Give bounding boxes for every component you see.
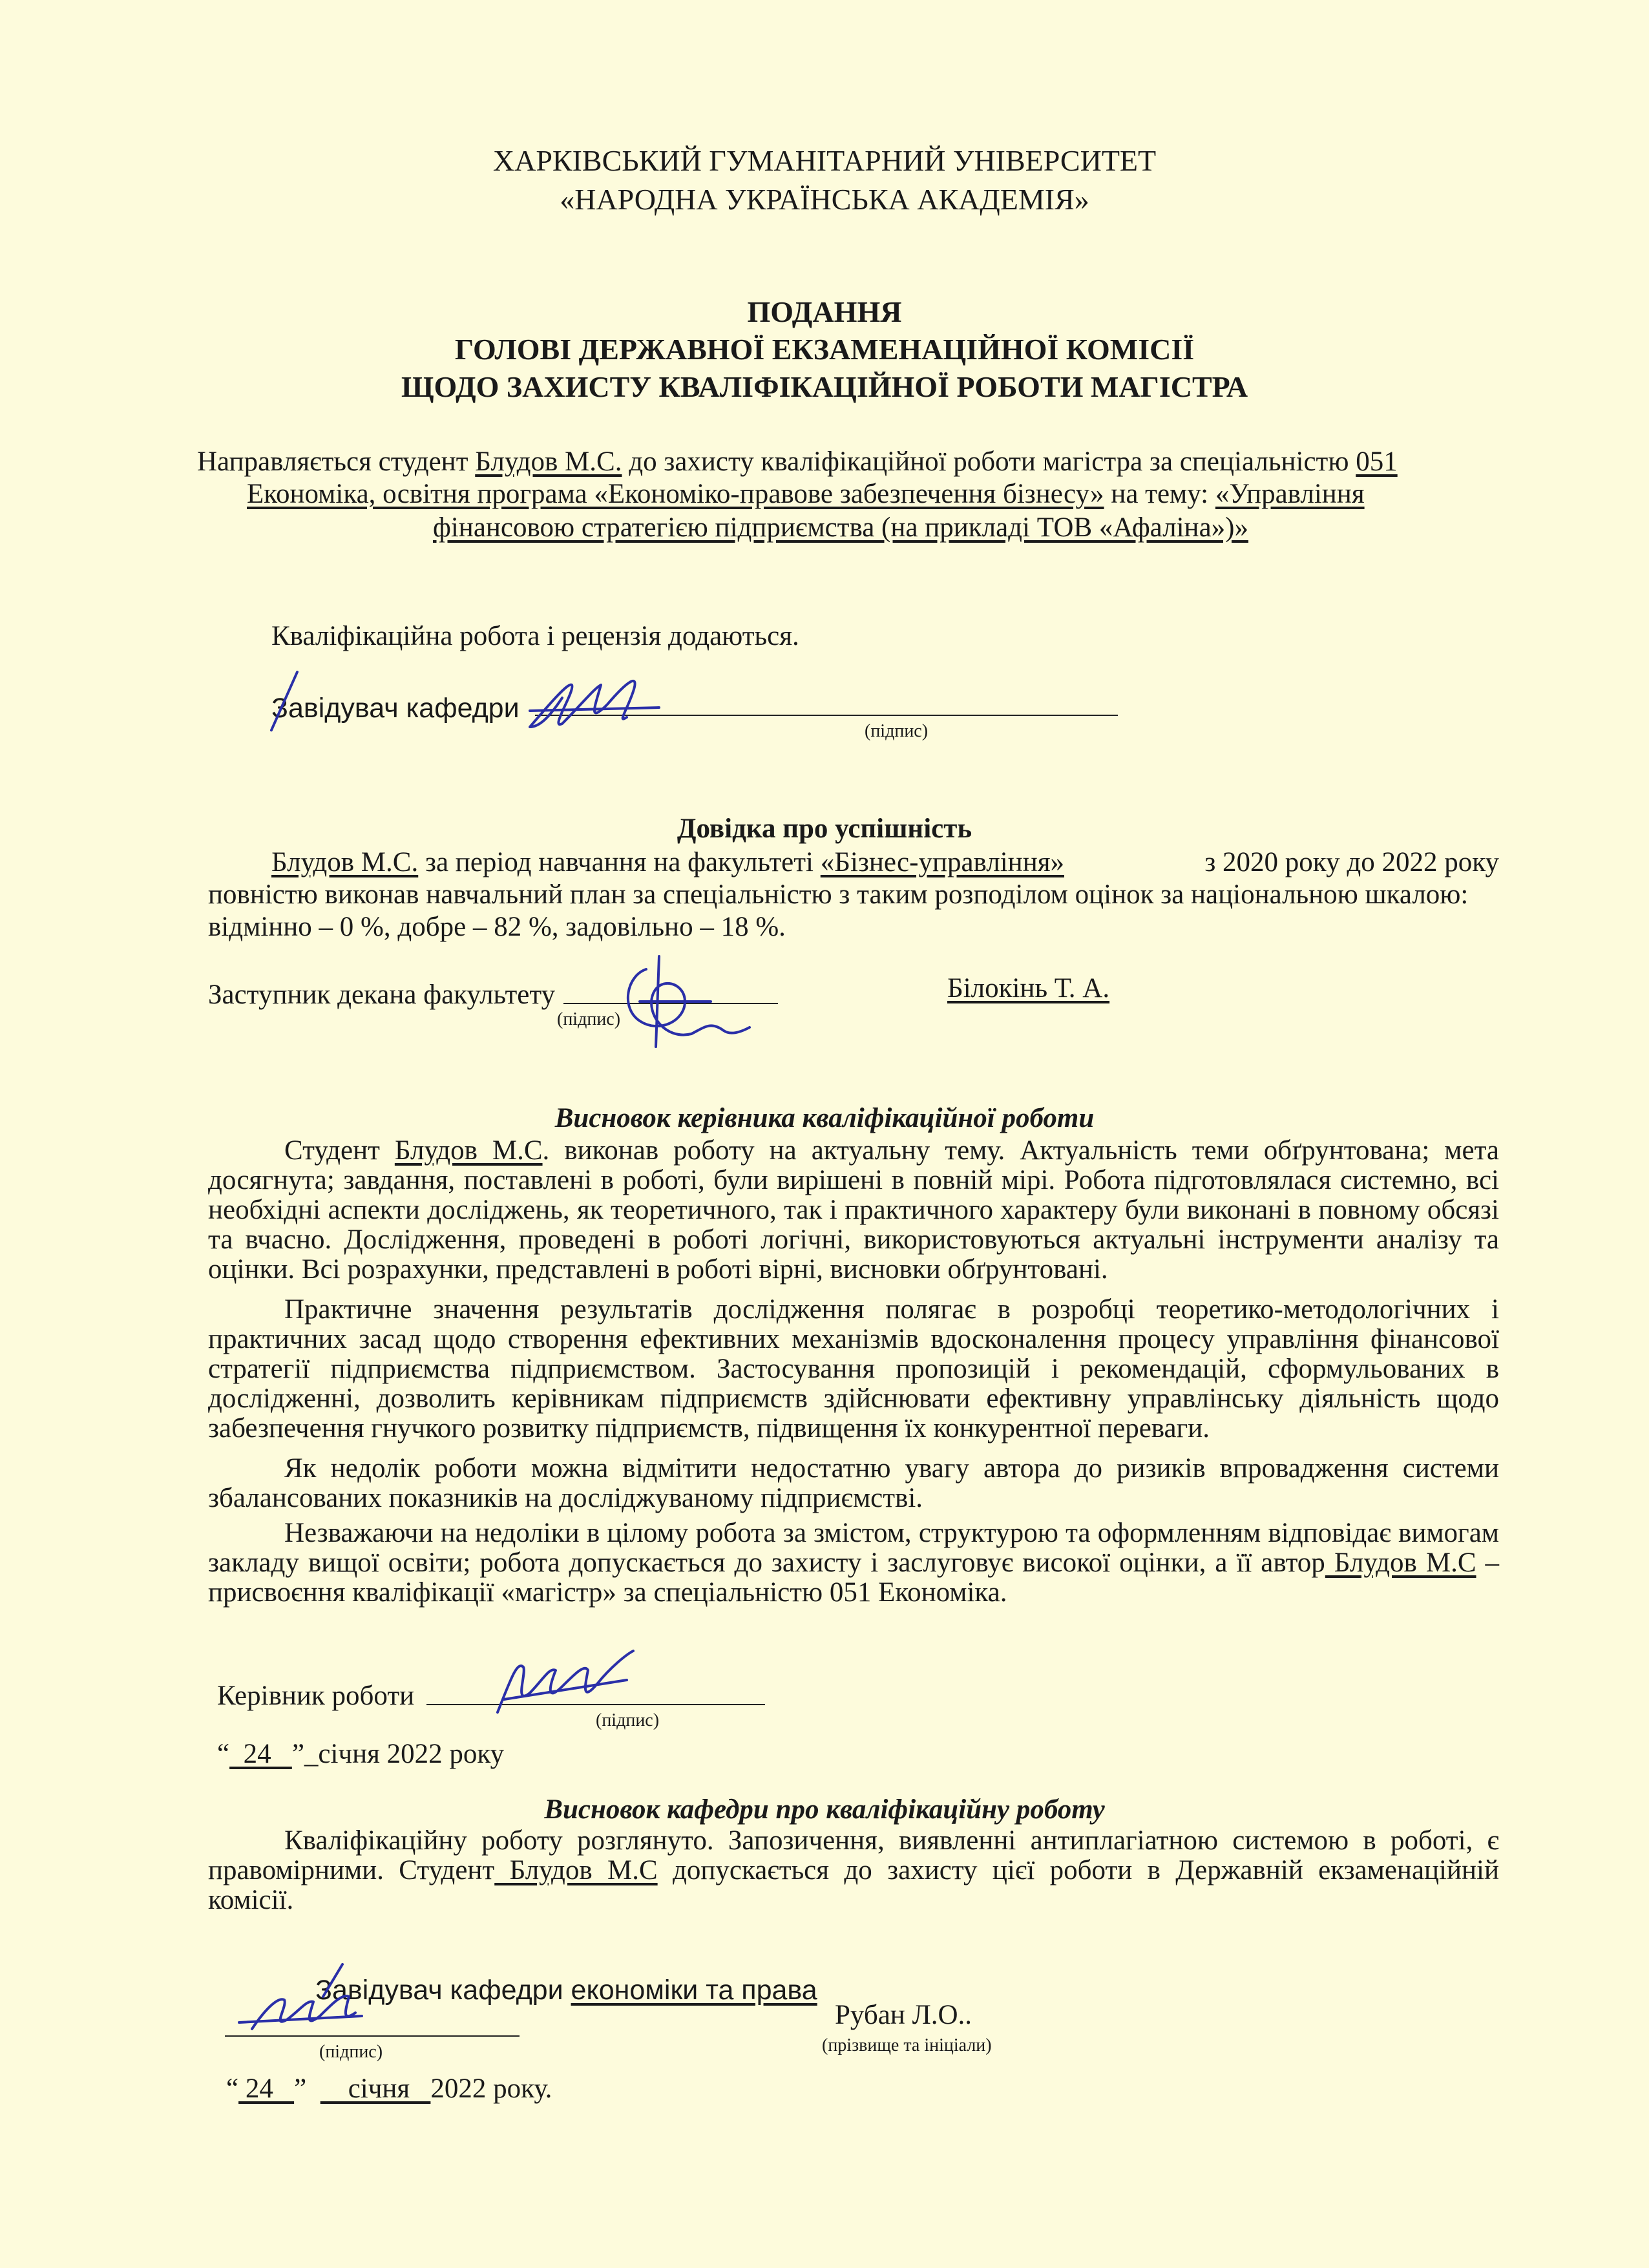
performance-text2: з 2020 року до 2022 року <box>1204 847 1499 877</box>
supervisor-paragraph-4 <box>208 1518 1499 1608</box>
department-heading: Висновок кафедри про кваліфікаційну роботу <box>544 1794 1105 1825</box>
department-head-label: Завідувач кафедри <box>315 1975 571 2006</box>
performance-text1: за період навчання на факультеті <box>418 847 821 877</box>
document-title-line3: ЩОДО ЗАХИСТУ КВАЛІФІКАЦІЙНОЇ РОБОТИ МАГІСТРА <box>401 370 1248 403</box>
supervisor-paragraph-3: Як недолік роботи можна відмітити недостатню увагу автора до ризиків впровадження системи збалансованих показників на досліджуваному підприємстві. <box>208 1453 1499 1513</box>
supervisor-paragraph-2: Практичне значення результатів дослідження полягає в розробці теоретико-методологічних і практичних засад щодо створення ефективних механізмів вдосконалення процесу управління фінансової стратегії підприємства підприємством. Застосування пропозицій і рекомендацій, сформульованих в дослідженні, дозволить керівникам підприємств здійснювати ефективну управлінську діяльність щодо забезпечення гнучкого розвитку підприємств, підвищення їх конкурентної переваги. <box>208 1294 1499 1444</box>
attached-note: Кваліфікаційна робота і рецензія додаються. <box>271 621 799 651</box>
head-of-dept-label: Завідувач кафедри <box>271 693 520 724</box>
supervisor-p4-text: Незважаючи на недоліки в цілому робота за змістом, структурою та оформленням відповідає вимогам закладу вищої освіти; робота допускається до захисту і заслуговує високої оцінки, а її автор <box>208 1518 1499 1578</box>
supervisor-p1-text: . виконав роботу на актуальну тему. Актуальність теми обґрунтована; мета досягнута; завдання, поставлені в роботі, були вирішені в повній мірі. Робота підготовлялася системно, всі необхідні аспекти досліджень, як теоретичного, так і практичного характеру були виконані в повному обсязі та вчасно. Дослідження, проведені в роботі логічні, використовуються актуальні інструменти аналізу та оцінки. Всі розрахунки, представлені в роботі вірні, висновки обґрунтовані. <box>208 1135 1499 1285</box>
referral-topic-end: фінансовою стратегією підприємства (на прикладі ТОВ «Афаліна»)» <box>433 512 1248 543</box>
department-date-mid: ” <box>294 2074 320 2104</box>
department-date-open: “ <box>226 2074 239 2104</box>
performance-line2: повністю виконав навчальний план за спеціальністю з таким розподілом оцінок за національною шкалою: <box>208 879 1469 910</box>
document-title: ПОДАННЯ <box>747 295 902 328</box>
department-head-line <box>315 1975 817 2006</box>
department-paragraph <box>208 1826 1499 1915</box>
supervisor-p1-prefix: Студент <box>284 1135 395 1166</box>
department-date <box>226 2073 552 2105</box>
department-head-name: Рубан Л.О.. <box>835 2000 972 2030</box>
university-name: ХАРКІВСЬКИЙ ГУМАНІТАРНИЙ УНІВЕРСИТЕТ <box>492 144 1157 177</box>
deputy-signature-mark <box>601 950 769 1053</box>
referral-line1 <box>197 446 1398 478</box>
document-title-line2: ГОЛОВІ ДЕРЖАВНОЇ ЕКЗАМЕНАЦІЙНОЇ КОМІСІЇ <box>454 333 1195 366</box>
referral-specialty-code: 051 <box>1356 446 1398 477</box>
deputy-name: Білокінь Т. А. <box>947 973 1110 1003</box>
department-p1-text: Кваліфікаційну роботу розглянуто. Запозичення, виявленні антиплагіатною системою в роботі, є правомірними. Студент <box>208 1825 1499 1885</box>
department-p1-student: Блудов М.С <box>494 1855 658 1885</box>
performance-faculty: «Бізнес-управління» <box>820 847 1064 877</box>
supervisor-heading: Висновок керівника кваліфікаційної роботи <box>554 1103 1095 1133</box>
performance-grades: відмінно – 0 %, добре – 82 %, задовільно – 18 %. <box>208 912 786 942</box>
supervisor-p1-student: Блудов М.С <box>394 1135 543 1166</box>
performance-heading: Довідка про успішність <box>677 814 972 844</box>
supervisor-date-day: 24 <box>229 1739 292 1769</box>
supervisor-paragraph-1 <box>208 1136 1499 1285</box>
deputy-dean-label: Заступник декана факультету <box>208 980 556 1010</box>
supervisor-p4-student: Блудов М.С <box>1325 1548 1476 1578</box>
university-subtitle: «НАРОДНА УКРАЇНСЬКА АКАДЕМІЯ» <box>560 183 1089 216</box>
referral-line2 <box>247 478 1365 510</box>
referral-prefix: Направляється студент <box>197 446 476 477</box>
department-signature-caption: (підпис) <box>319 2042 383 2062</box>
department-signature-mark <box>226 1958 381 2042</box>
supervisor-date <box>217 1738 504 1770</box>
referral-student: Блудов М.С. <box>475 446 622 477</box>
supervisor-date-open: “ <box>217 1739 230 1769</box>
head-signature-mark <box>246 659 659 743</box>
referral-topic-start: «Управління <box>1215 479 1365 509</box>
referral-line3 <box>433 512 1248 543</box>
department-p1-end: допускається до захисту цієї роботи в Державній екзаменаційній комісії. <box>208 1855 1499 1915</box>
referral-topic-prefix: на тему: <box>1104 479 1215 509</box>
referral-middle: до захисту кваліфікаційної роботи магістра за спеціальністю <box>622 446 1356 477</box>
supervisor-signer-label: Керівник роботи <box>217 1681 415 1711</box>
department-date-month: січня <box>320 2074 431 2104</box>
performance-line1 <box>271 846 1499 878</box>
supervisor-p4-end: – присвоєння кваліфікації «магістр» за спеціальністю 051 Економіка. <box>208 1548 1499 1608</box>
department-name-caption: (прізвище та ініціали) <box>822 2035 992 2055</box>
department-date-day: 24 <box>238 2074 295 2104</box>
supervisor-signature-caption: (підпис) <box>596 1710 660 1730</box>
signature-caption: (підпис) <box>865 721 929 741</box>
department-date-year: 2022 року. <box>430 2074 552 2104</box>
department-name: економіки та права <box>571 1975 817 2006</box>
supervisor-signature-mark <box>478 1641 646 1719</box>
referral-specialty: Економіка, освітня програма «Економіко-правове забезпечення бізнесу» <box>247 479 1104 509</box>
deputy-signature-caption: (підпис) <box>557 1009 621 1029</box>
performance-student: Блудов М.С. <box>271 847 419 877</box>
supervisor-date-rest: ”_січня 2022 року <box>291 1739 505 1769</box>
